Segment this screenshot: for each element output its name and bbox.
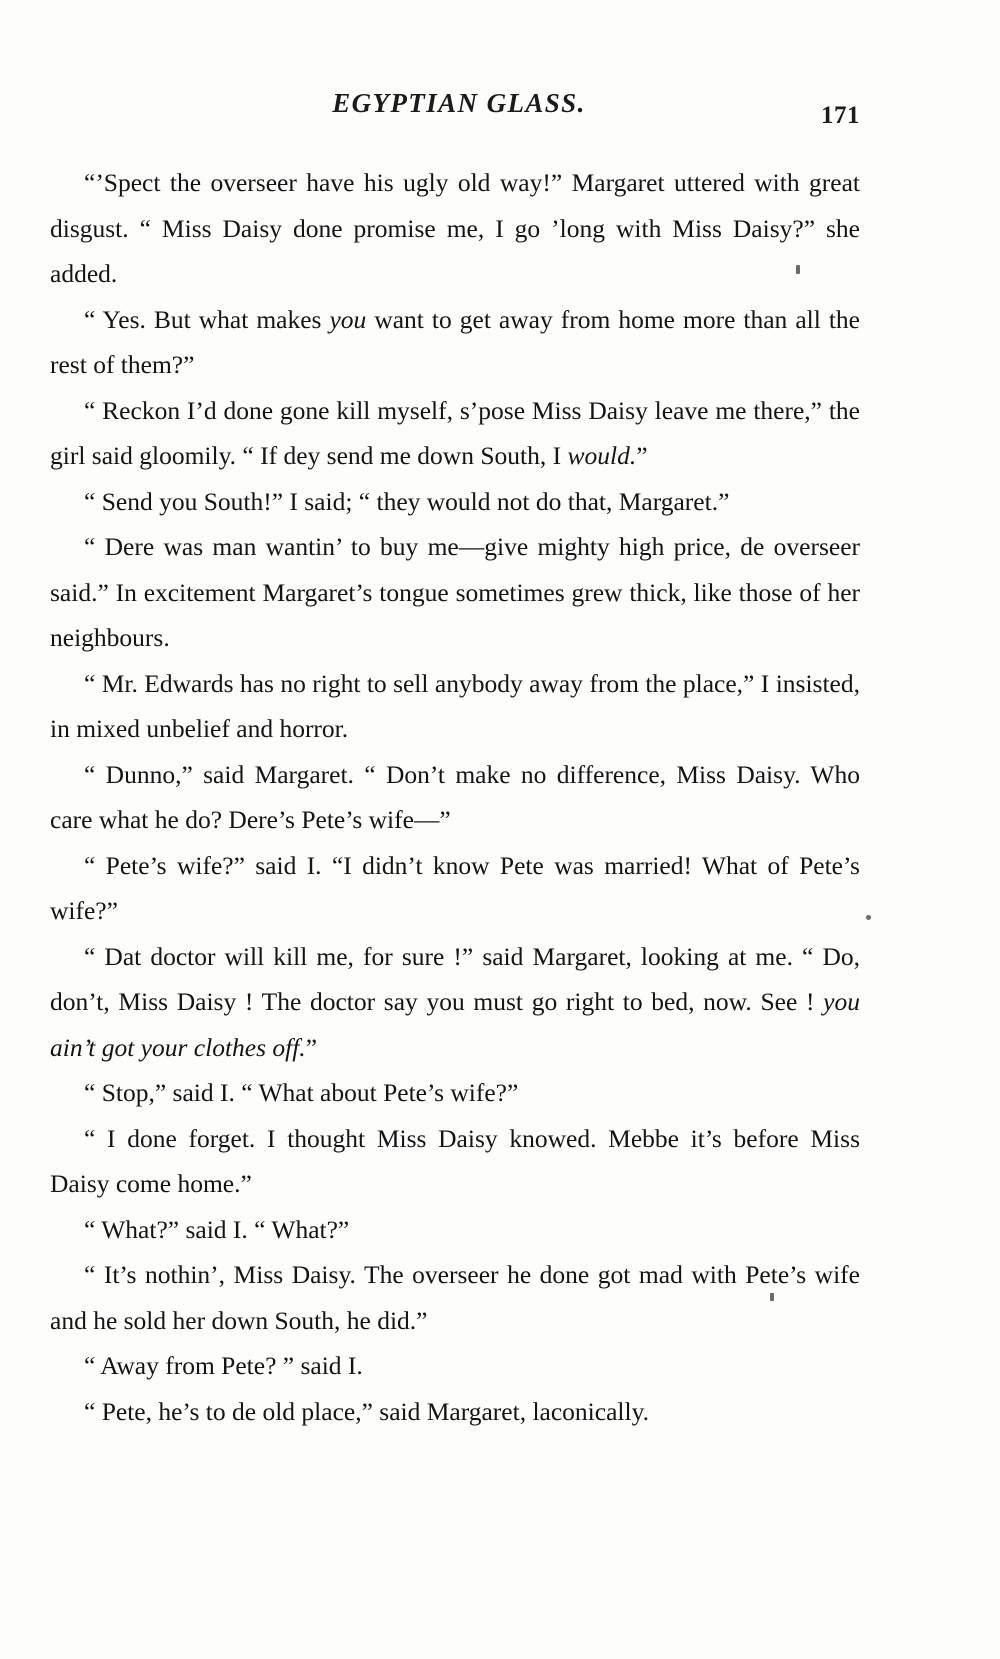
ink-speck bbox=[796, 265, 800, 274]
paragraph: “’Spect the overseer have his ugly old way!” Margaret uttered with great disgust. “ Miss Daisy done promise me, I go ’long with Miss Daisy?” she added. bbox=[50, 168, 860, 288]
page-header bbox=[50, 88, 860, 134]
paragraph: “ What?” said I. “ What?” bbox=[84, 1214, 350, 1244]
paragraph: “ Reckon I’d done gone kill myself, s’pose Miss Daisy leave me there,” the girl said gloomily. “ If dey send me down South, I would.” bbox=[50, 395, 860, 470]
ink-speck bbox=[770, 1293, 774, 1301]
paragraph: “ Mr. Edwards has no right to sell anybody away from the place,” I insisted, in mixed unbelief and horror. bbox=[50, 668, 860, 743]
body-text bbox=[50, 160, 860, 1434]
page-number: 171 bbox=[821, 102, 860, 129]
paragraph: “ Dunno,” said Margaret. “ Don’t make no difference, Miss Daisy. Who care what he do? Dere’s Pete’s wife—” bbox=[50, 759, 860, 834]
paragraph: “ Dat doctor will kill me, for sure !” said Margaret, looking at me. “ Do, don’t, Miss Daisy ! The doctor say you must go right to bed, now. See ! you ain’t got your clothes off.” bbox=[50, 941, 860, 1062]
paragraph: “ Pete, he’s to de old place,” said Margaret, laconically. bbox=[84, 1396, 650, 1426]
paragraph: “ Yes. But what makes you want to get away from home more than all the rest of them?” bbox=[50, 304, 860, 379]
running-title: EGYPTIAN GLASS. bbox=[332, 88, 586, 118]
paragraph: “ Send you South!” I said; “ they would not do that, Margaret.” bbox=[84, 486, 730, 516]
ink-speck bbox=[866, 915, 871, 920]
paragraph: “ Pete’s wife?” said I. “I didn’t know Pete was married! What of Pete’s wife?” bbox=[50, 850, 860, 925]
paragraph: “ It’s nothin’, Miss Daisy. The overseer he done got mad with Pete’s wife and he sold her down South, he did.” bbox=[50, 1260, 860, 1335]
paragraph: “ Stop,” said I. “ What about Pete’s wife?” bbox=[84, 1078, 519, 1107]
paragraph: “ Away from Pete? ” said I. bbox=[84, 1351, 363, 1380]
paragraph: “ I done forget. I thought Miss Daisy knowed. Mebbe it’s before Miss Daisy come home.” bbox=[50, 1123, 860, 1198]
page-content bbox=[50, 88, 860, 1434]
paragraph: “ Dere was man wantin’ to buy me—give mighty high price, de overseer said.” In excitement Margaret’s tongue sometimes grew thick, like those of her neighbours. bbox=[50, 532, 860, 652]
